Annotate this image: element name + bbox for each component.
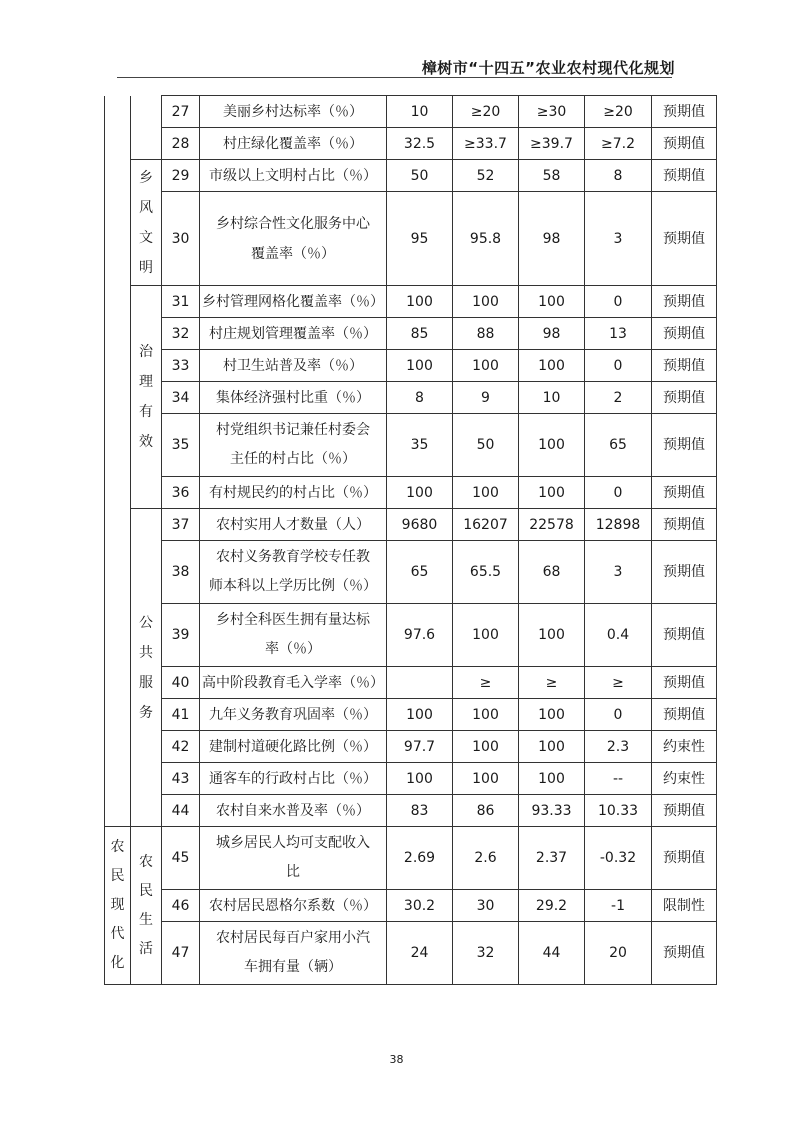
value-2022: 100: [453, 699, 519, 731]
indicator-name: 农村自来水普及率（％）: [200, 795, 387, 827]
base-value: 97.7: [387, 731, 453, 763]
value-2025: 100: [519, 699, 585, 731]
indicator-name: 有村规民约的村占比（％）: [200, 477, 387, 509]
page-header-title: 樟树市“十四五”农业农村现代化规划: [421, 59, 675, 77]
value-2022: 100: [453, 604, 519, 667]
indicator-name: 建制村道硬化路比例（％）: [200, 731, 387, 763]
attribute: 预期值: [652, 318, 717, 350]
table-row: [105, 604, 717, 667]
level1-cell-empty: [105, 96, 131, 827]
table-row: [105, 827, 717, 890]
indicator-name: 集体经济强村比重（％）: [200, 382, 387, 414]
value-2022: 100: [453, 350, 519, 382]
row-number: 38: [162, 541, 200, 604]
table-row: [105, 509, 717, 541]
change-value: 8: [585, 160, 652, 192]
base-value: 100: [387, 763, 453, 795]
row-number: 44: [162, 795, 200, 827]
change-value: 0: [585, 350, 652, 382]
indicator-name: 乡村全科医生拥有量达标 率（％）: [200, 604, 387, 667]
group-cell-empty: [131, 96, 162, 160]
attribute: 预期值: [652, 667, 717, 699]
change-value: 2.3: [585, 731, 652, 763]
table-row: [105, 286, 717, 318]
base-value: 24: [387, 922, 453, 985]
value-2022: 65.5: [453, 541, 519, 604]
row-number: 27: [162, 96, 200, 128]
value-2025: 93.33: [519, 795, 585, 827]
change-value: 0: [585, 477, 652, 509]
attribute: 预期值: [652, 477, 717, 509]
base-value: 10: [387, 96, 453, 128]
base-value: 97.6: [387, 604, 453, 667]
attribute: 预期值: [652, 827, 717, 890]
value-2025: 68: [519, 541, 585, 604]
attribute: 预期值: [652, 192, 717, 286]
attribute: 预期值: [652, 795, 717, 827]
header-divider: [117, 77, 672, 78]
indicator-table-farmer-modernization: [104, 826, 717, 985]
indicator-name: 村党组织书记兼任村委会 主任的村占比（％）: [200, 414, 387, 477]
attribute: 预期值: [652, 350, 717, 382]
group-effective-governance: 治 理 有 效: [131, 286, 162, 509]
value-2022: 100: [453, 286, 519, 318]
table-row: [105, 414, 717, 477]
change-value: 12898: [585, 509, 652, 541]
value-2022: ≥: [453, 667, 519, 699]
row-number: 47: [162, 922, 200, 985]
base-value: 2.69: [387, 827, 453, 890]
indicator-name: 村庄规划管理覆盖率（％）: [200, 318, 387, 350]
indicator-name: 农村义务教育学校专任教 师本科以上学历比例（％）: [200, 541, 387, 604]
change-value: 65: [585, 414, 652, 477]
table-row: [105, 160, 717, 192]
indicator-name: 美丽乡村达标率（％）: [200, 96, 387, 128]
attribute: 预期值: [652, 699, 717, 731]
indicator-name: 九年义务教育巩固率（％）: [200, 699, 387, 731]
row-number: 35: [162, 414, 200, 477]
value-2025: ≥30: [519, 96, 585, 128]
value-2025: 100: [519, 731, 585, 763]
value-2022: 95.8: [453, 192, 519, 286]
attribute: 预期值: [652, 509, 717, 541]
table-row: [105, 699, 717, 731]
base-value: 83: [387, 795, 453, 827]
row-number: 36: [162, 477, 200, 509]
value-2025: 22578: [519, 509, 585, 541]
indicator-name: 村卫生站普及率（％）: [200, 350, 387, 382]
base-value: 85: [387, 318, 453, 350]
table-row: [105, 795, 717, 827]
value-2022: 32: [453, 922, 519, 985]
value-2025: 100: [519, 350, 585, 382]
attribute: 约束性: [652, 763, 717, 795]
attribute: 限制性: [652, 890, 717, 922]
base-value: 100: [387, 477, 453, 509]
row-number: 28: [162, 128, 200, 160]
base-value: 95: [387, 192, 453, 286]
attribute: 预期值: [652, 922, 717, 985]
group-public-services: 公 共 服 务: [131, 509, 162, 827]
table-row: [105, 128, 717, 160]
value-2025: 2.37: [519, 827, 585, 890]
indicator-name: 农村实用人才数量（人）: [200, 509, 387, 541]
value-2022: 16207: [453, 509, 519, 541]
table-row: [105, 731, 717, 763]
base-value: 32.5: [387, 128, 453, 160]
indicator-name: 村庄绿化覆盖率（％）: [200, 128, 387, 160]
change-value: 3: [585, 192, 652, 286]
value-2025: ≥39.7: [519, 128, 585, 160]
base-value: 100: [387, 350, 453, 382]
base-value: 100: [387, 286, 453, 318]
value-2025: 98: [519, 318, 585, 350]
row-number: 29: [162, 160, 200, 192]
attribute: 预期值: [652, 160, 717, 192]
value-2022: 2.6: [453, 827, 519, 890]
attribute: 预期值: [652, 604, 717, 667]
row-number: 42: [162, 731, 200, 763]
value-2025: 100: [519, 604, 585, 667]
row-number: 45: [162, 827, 200, 890]
base-value: 35: [387, 414, 453, 477]
indicator-name: 乡村综合性文化服务中心 覆盖率（％）: [200, 192, 387, 286]
attribute: 预期值: [652, 541, 717, 604]
change-value: ≥: [585, 667, 652, 699]
row-number: 39: [162, 604, 200, 667]
level1-farmer-modernization: 农 民 现 代 化: [105, 827, 131, 985]
attribute: 预期值: [652, 286, 717, 318]
attribute: 预期值: [652, 382, 717, 414]
value-2022: 88: [453, 318, 519, 350]
row-number: 34: [162, 382, 200, 414]
value-2025: 100: [519, 414, 585, 477]
indicator-name: 城乡居民人均可支配收入 比: [200, 827, 387, 890]
base-value: 65: [387, 541, 453, 604]
base-value: 100: [387, 699, 453, 731]
change-value: 0: [585, 699, 652, 731]
attribute: 预期值: [652, 414, 717, 477]
row-number: 43: [162, 763, 200, 795]
value-2022: 100: [453, 477, 519, 509]
value-2025: 29.2: [519, 890, 585, 922]
attribute: 约束性: [652, 731, 717, 763]
table-row: [105, 318, 717, 350]
attribute: 预期值: [652, 128, 717, 160]
value-2022: 86: [453, 795, 519, 827]
indicator-name: 市级以上文明村占比（％）: [200, 160, 387, 192]
value-2025: 58: [519, 160, 585, 192]
row-number: 31: [162, 286, 200, 318]
table-row: [105, 382, 717, 414]
change-value: -1: [585, 890, 652, 922]
value-2022: 30: [453, 890, 519, 922]
table-row: [105, 96, 717, 128]
indicator-name: 高中阶段教育毛入学率（％）: [200, 667, 387, 699]
value-2025: 44: [519, 922, 585, 985]
table-row: [105, 192, 717, 286]
indicator-name: 农村居民每百户家用小汽 车拥有量（辆）: [200, 922, 387, 985]
table-row: [105, 541, 717, 604]
base-value: 8: [387, 382, 453, 414]
table-row: [105, 350, 717, 382]
base-value: 9680: [387, 509, 453, 541]
value-2025: 100: [519, 763, 585, 795]
value-2025: 10: [519, 382, 585, 414]
change-value: 3: [585, 541, 652, 604]
row-number: 40: [162, 667, 200, 699]
value-2022: 100: [453, 731, 519, 763]
group-farmer-life: 农 民 生 活: [131, 827, 162, 985]
table-row: [105, 763, 717, 795]
value-2022: 100: [453, 763, 519, 795]
change-value: ≥7.2: [585, 128, 652, 160]
indicator-table: [104, 95, 717, 827]
indicator-name: 农村居民恩格尔系数（％）: [200, 890, 387, 922]
table-row: [105, 667, 717, 699]
base-value: 50: [387, 160, 453, 192]
row-number: 30: [162, 192, 200, 286]
change-value: 13: [585, 318, 652, 350]
value-2022: ≥33.7: [453, 128, 519, 160]
row-number: 32: [162, 318, 200, 350]
value-2025: ≥: [519, 667, 585, 699]
group-rural-civilization: 乡 风 文 明: [131, 160, 162, 286]
change-value: --: [585, 763, 652, 795]
change-value: 0: [585, 286, 652, 318]
table-row: [105, 922, 717, 985]
row-number: 37: [162, 509, 200, 541]
value-2022: 9: [453, 382, 519, 414]
change-value: 20: [585, 922, 652, 985]
change-value: ≥20: [585, 96, 652, 128]
value-2022: ≥20: [453, 96, 519, 128]
change-value: 0.4: [585, 604, 652, 667]
base-value: [387, 667, 453, 699]
row-number: 41: [162, 699, 200, 731]
change-value: 2: [585, 382, 652, 414]
indicator-name: 乡村管理网格化覆盖率（％）: [200, 286, 387, 318]
value-2025: 100: [519, 286, 585, 318]
page-number: 38: [389, 1053, 404, 1066]
value-2025: 100: [519, 477, 585, 509]
change-value: 10.33: [585, 795, 652, 827]
row-number: 33: [162, 350, 200, 382]
change-value: -0.32: [585, 827, 652, 890]
row-number: 46: [162, 890, 200, 922]
value-2025: 98: [519, 192, 585, 286]
indicator-name: 通客车的行政村占比（％）: [200, 763, 387, 795]
value-2022: 50: [453, 414, 519, 477]
attribute: 预期值: [652, 96, 717, 128]
table-row: [105, 890, 717, 922]
table-row: [105, 477, 717, 509]
base-value: 30.2: [387, 890, 453, 922]
value-2022: 52: [453, 160, 519, 192]
